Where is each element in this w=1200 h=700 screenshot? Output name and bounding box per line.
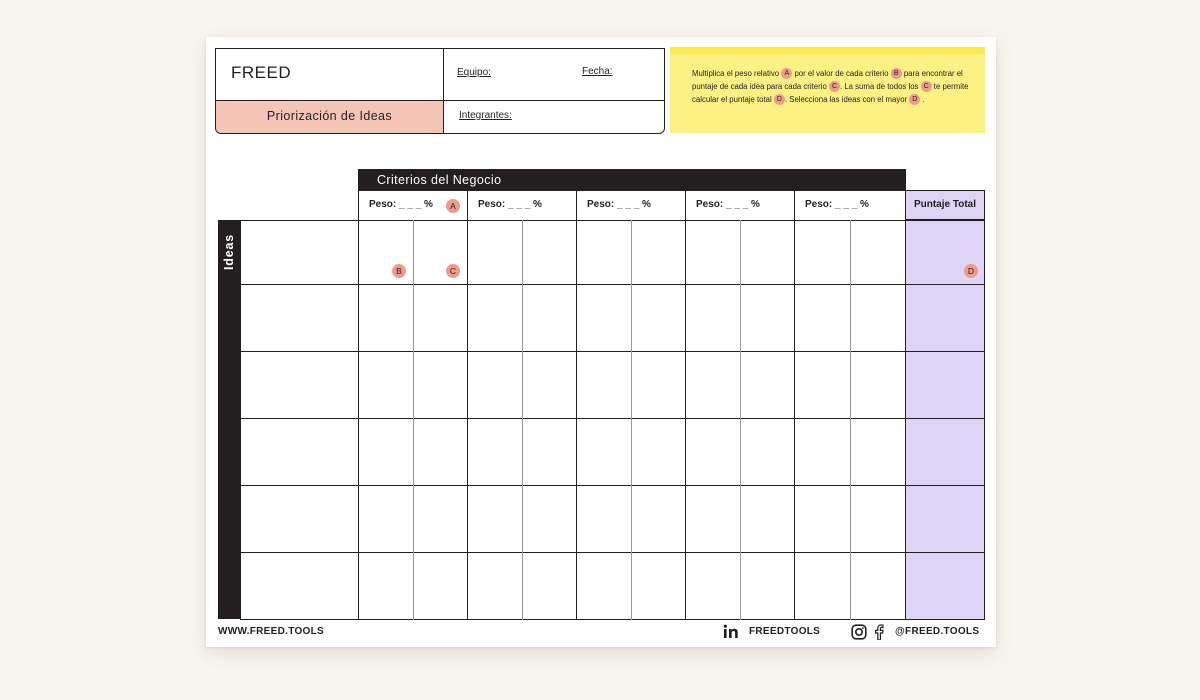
grid-column-line (358, 220, 359, 620)
marker-a-badge: A (781, 68, 792, 79)
social-handle[interactable]: @FREED.TOOLS (895, 626, 980, 637)
grid-column-line (984, 220, 985, 620)
peso-cell-2[interactable]: Peso: _ _ _ % (478, 199, 542, 210)
grid-subcolumn-line (850, 220, 851, 620)
marker-c: C (446, 264, 460, 278)
grid-row-line (240, 284, 985, 285)
peso-cell-4[interactable]: Peso: _ _ _ % (696, 199, 760, 210)
grid-subcolumn-line (631, 220, 632, 620)
marker-d: D (964, 264, 978, 278)
marker-b-badge: B (891, 68, 902, 79)
grid-column-line (467, 220, 468, 620)
peso-row (358, 191, 906, 220)
brand-cell (215, 48, 444, 101)
note-top-strip (670, 47, 985, 54)
marker-b: B (392, 264, 406, 278)
linkedin-icon[interactable] (723, 624, 741, 640)
grid-row-line (240, 619, 985, 620)
ideas-label: Ideas (222, 234, 236, 270)
peso-divider (467, 191, 468, 220)
grid-column-line (576, 220, 577, 620)
marker-d-badge: D (774, 94, 785, 105)
header-divider (444, 100, 665, 101)
marker-c-badge: C (921, 81, 932, 92)
website-link[interactable]: WWW.FREED.TOOLS (218, 626, 324, 637)
puntaje-total-header (905, 190, 985, 220)
brand-logo-text: FREED (231, 63, 292, 82)
grid-column-line (905, 220, 906, 620)
marker-a: A (446, 199, 460, 213)
marker-c-badge: C (829, 81, 840, 92)
criteria-title: Criterios del Negocio (377, 173, 502, 187)
peso-cell-3[interactable]: Peso: _ _ _ % (587, 199, 651, 210)
instagram-icon[interactable] (851, 624, 867, 640)
puntaje-total-label: Puntaje Total (913, 199, 977, 210)
grid-row-line (240, 485, 985, 486)
facebook-icon[interactable] (873, 624, 885, 640)
peso-divider (685, 191, 686, 220)
grid-row-line (240, 418, 985, 419)
grid-row-line (218, 220, 985, 221)
peso-cell-1[interactable]: Peso: _ _ _ % (369, 199, 433, 210)
fecha-field[interactable]: Fecha: (582, 66, 613, 77)
grid-subcolumn-line (413, 220, 414, 620)
instruction-note (670, 47, 985, 133)
peso-divider (576, 191, 577, 220)
linkedin-handle[interactable]: FREEDTOOLS (749, 626, 821, 637)
grid-column-line (794, 220, 795, 620)
grid-column-line (240, 220, 241, 620)
grid-subcolumn-line (740, 220, 741, 620)
grid-column-line (685, 220, 686, 620)
title-cell (216, 101, 444, 133)
instruction-text: Multiplica el peso relativo A por el valor de cada criterio B para encontrar el puntaje de cada idea para cada criterio C . La suma de todos los C te permite calcular el puntaje total D . Selecciona las ideas con el mayor D . (692, 69, 969, 104)
grid-row-line (240, 552, 985, 553)
grid-row-line (240, 351, 985, 352)
integrantes-field[interactable]: Integrantes: (459, 110, 512, 121)
ideas-sidebar (218, 220, 240, 619)
page-title: Priorización de Ideas (266, 109, 393, 123)
criteria-header (358, 169, 906, 191)
equipo-field[interactable]: Equipo: (457, 67, 491, 78)
peso-cell-5[interactable]: Peso: _ _ _ % (805, 199, 869, 210)
peso-divider (794, 191, 795, 220)
marker-d-badge: D (909, 94, 920, 105)
puntaje-total-column[interactable] (905, 220, 985, 619)
grid-subcolumn-line (522, 220, 523, 620)
